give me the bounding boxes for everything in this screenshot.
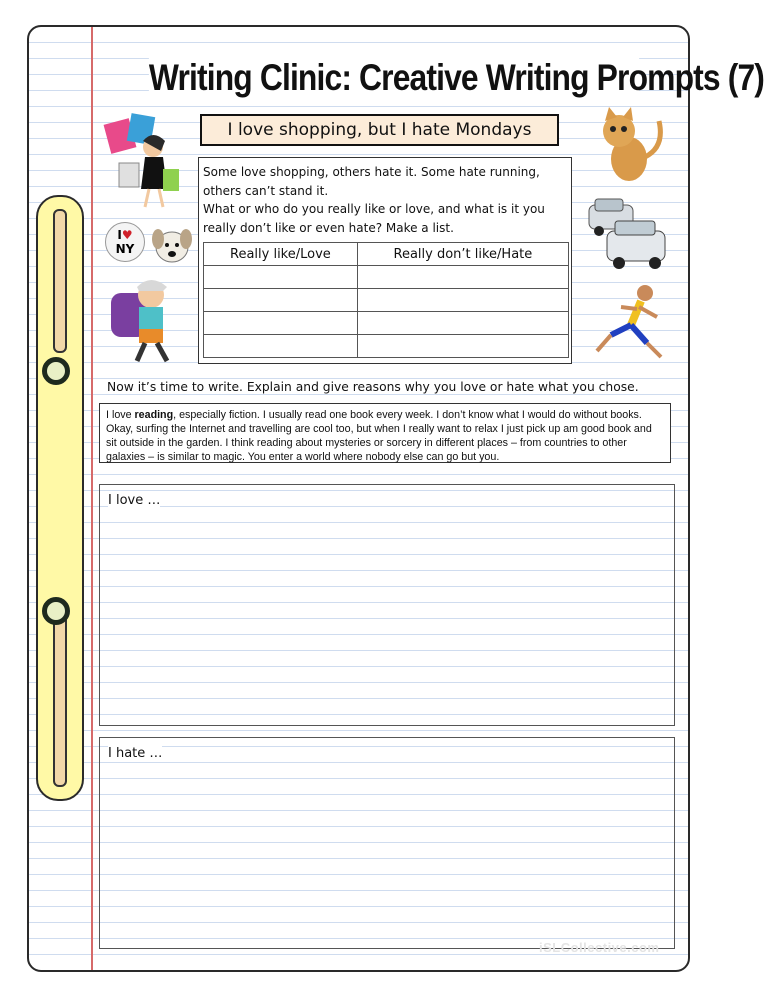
table-row	[204, 266, 569, 289]
prompt-subtitle: I love shopping, but I hate Mondays	[200, 114, 559, 146]
like-hate-table	[203, 242, 569, 358]
prompt-line: Some love shopping, others hate it. Some hate running,	[203, 165, 540, 179]
hate-cell[interactable]	[357, 335, 568, 358]
binder-slot-top	[53, 209, 67, 353]
grumpy-cat-icon	[589, 107, 669, 185]
table-header-row	[204, 243, 569, 266]
love-cell[interactable]	[204, 289, 358, 312]
watermark: iSLCollective.com	[539, 940, 660, 955]
prompt-box	[198, 157, 572, 364]
traffic-cars-icon	[585, 195, 669, 271]
shopping-woman-icon	[101, 111, 193, 211]
hate-cell[interactable]	[357, 289, 568, 312]
love-cell[interactable]	[204, 312, 358, 335]
love-writing-area[interactable]	[99, 484, 675, 726]
i-love-ny-badge	[105, 222, 145, 262]
hate-label: I hate …	[108, 746, 163, 761]
prompt-line: others can’t stand it.	[203, 183, 329, 198]
heart-icon: ♥	[121, 228, 133, 242]
dog-icon	[148, 225, 196, 269]
writing-instruction: Now it’s time to write. Explain and give reasons why you love or hate what you chose.	[107, 380, 667, 394]
love-label: I love …	[108, 493, 161, 508]
example-text-rest: , especially fiction. I usually read one book every week. I don’t know what I would do without books. Okay, surfing the Internet and travelling are cool too, but when I really want to relax I just pick up am good book and sit outside in the garden. I think reading about mysteries or sorcery in different places – from countries to other galaxies – is similar to magic. You enter a world where nobody else can go but you.	[106, 409, 652, 463]
table-row	[204, 335, 569, 358]
prompt-line: What or who do you really like or love, and what is it you	[203, 202, 545, 216]
binder-ring-bottom	[42, 597, 70, 625]
hate-writing-area[interactable]	[99, 737, 675, 949]
badge-ny: NY	[115, 242, 135, 256]
table-row	[204, 312, 569, 335]
column-header-love: Really like/Love	[204, 243, 358, 266]
column-header-hate: Really don’t like/Hate	[357, 243, 568, 266]
hiking-boy-icon	[101, 273, 191, 365]
example-text-box	[99, 403, 671, 463]
badge-i: I	[117, 228, 122, 242]
binder-slot-bottom	[53, 607, 67, 787]
binder-strip	[36, 195, 84, 801]
example-bold-word: reading	[134, 409, 174, 421]
runner-icon	[591, 281, 671, 363]
margin-line	[91, 27, 93, 970]
table-row	[204, 289, 569, 312]
page-title: Writing Clinic: Creative Writing Prompts (7)	[148, 57, 764, 98]
hate-cell[interactable]	[357, 312, 568, 335]
love-cell[interactable]	[204, 335, 358, 358]
prompt-text	[203, 163, 563, 237]
hate-cell[interactable]	[357, 266, 568, 289]
example-text-start: I love	[106, 409, 135, 421]
prompt-line: really don’t like or even hate? Make a list.	[203, 220, 454, 235]
love-cell[interactable]	[204, 266, 358, 289]
binder-ring-top	[42, 357, 70, 385]
worksheet-page	[27, 25, 764, 972]
